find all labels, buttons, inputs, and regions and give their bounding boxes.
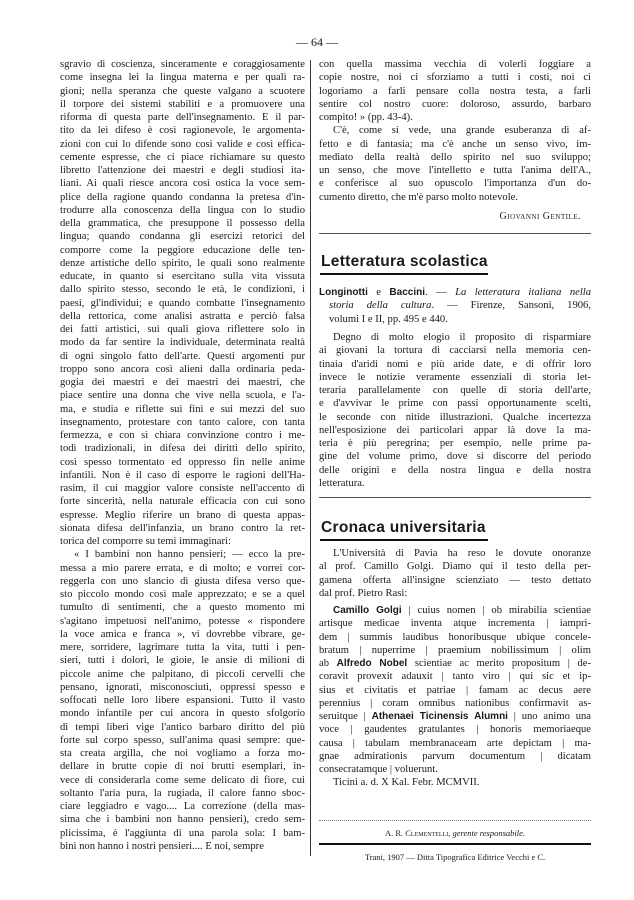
- text-line: piccole anime che palpitano, di piccoli cervelli che: [60, 668, 305, 680]
- text-line: forte sul corpo spesso, sull'anima quasi sempre: que-: [60, 734, 305, 746]
- parchment-inscription: [319, 604, 591, 790]
- text-line: ma, e studia e riflette sui fini e sui mezzi del suo: [60, 403, 305, 415]
- text-line: comporre come la peggiore educazione delle ten-: [60, 244, 305, 256]
- text-line: dei fatti artistici, sui quali giova riflettere solo in: [60, 324, 305, 335]
- review-letteratura: [319, 331, 591, 490]
- text-line: dellare in brutte copie di noi brutti esemplari, in-: [60, 761, 305, 773]
- text-line: educate, in quanto si esercitano sulla vita vissuta: [60, 271, 305, 282]
- review-continuation: [319, 58, 591, 204]
- text-line: e d'avvivar le prime con passi opportunamente scelti,: [319, 398, 591, 410]
- text-line: insegnamento, protestare con tanto calore, con tanta: [60, 416, 305, 428]
- text-line: fermezza, e con sì chiara convinzione contro i me-: [60, 430, 305, 441]
- text-line: « I bambini non hanno pensieri; — ecco la pre-: [74, 549, 305, 561]
- author-name: Baccini: [389, 287, 425, 298]
- text-line: infantili. Non è il caso di esporre le ragioni dell'Ha-: [60, 469, 305, 481]
- text-line: nell'esposizione dei particolari appar là dove la ma-: [319, 424, 591, 436]
- cronaca-paragraph: [319, 547, 591, 600]
- text-line: della rettorica, come analisi astratta e perciò falsa: [60, 310, 305, 322]
- book-entry-line: [319, 299, 591, 312]
- text-line: dem | summis laudibus honoribusque ubique concele-: [319, 631, 591, 643]
- section-divider: [319, 497, 591, 498]
- text-line: tumulto di sentimenti, che a questo momento mi: [60, 602, 305, 614]
- text-line: sto piccolo mondo così male apprezzato; e se a quel: [60, 589, 305, 600]
- publisher: . — Firenze, Sansoni, 1906,: [431, 300, 591, 312]
- text-line: dal prof. Pietro Rasi:: [319, 587, 408, 599]
- text-line: mediato della realtà dello spirito nel suo sviluppo;: [319, 151, 591, 163]
- text-line: todi tradizionali, in difesa dei diritti dello spirito,: [60, 443, 305, 455]
- text-line: gnae admirationis parvum documentum | dicatam: [319, 750, 591, 762]
- text-line: torica del comporre su temi immaginari:: [60, 536, 231, 547]
- text-line: troppo sono ancora così alieni dalla ordinaria peda-: [60, 363, 305, 375]
- text-line: bratum | nuperrime | praemium nobilissimum | olim: [319, 644, 591, 656]
- text-line: rasim, il cui maggior valore consiste nell'accento di: [60, 483, 305, 494]
- responsible-manager: [319, 828, 591, 838]
- text-line: gine del volume primo, dove si discorre del periodo: [319, 451, 591, 463]
- text-line: come insegna lei la lingua materna e per quali ra-: [60, 72, 305, 84]
- text-line: un senso, che move l'intelletto e tutta l'anima dell'A.,: [319, 165, 591, 176]
- text-line: plice della ragione quando condanna la pretesa d'in-: [60, 191, 305, 203]
- text-segment: seruitque |: [319, 711, 372, 722]
- text-line: reggerla con uno slancio di giusta difesa verso que-: [60, 575, 305, 587]
- section-divider: [319, 233, 591, 234]
- text-segment: | cuius nomen | ob mirabilia scientiae: [401, 605, 592, 616]
- text-line: voce | gaudentes gratulantes | honoris memoriaeque: [319, 724, 591, 736]
- text-line: perennius | coram omnibus nationibus confirmavit as-: [319, 697, 591, 709]
- text-segment: scientiae ac merito propositum | de-: [407, 658, 591, 669]
- printer-imprint: Trani, 1907 — Ditta Tipografica Editrice Vecchi e C.: [364, 852, 546, 862]
- text-line: ai giovani la tortura di cacciarsi nella memoria cen-: [319, 345, 591, 357]
- column-divider: [310, 60, 311, 856]
- text-line: consecratamque | voluerunt.: [319, 764, 438, 775]
- text-line: le seconde con nitide illustrazioni. Qualche incertezza: [319, 411, 591, 423]
- text-line: invece le notizie veramente essenziali di storia let-: [319, 371, 591, 383]
- text-line: libretto l'attenzione dei maestri e degli studiosi ita-: [60, 165, 305, 176]
- text-line: artisque medicae inventa atque incrementa | iampri-: [319, 618, 591, 630]
- text-line: gioni; nella speranza che queste valgano a scuotere: [60, 85, 305, 97]
- text-line: Ticini a. d. X Kal. Febr. MCMVII.: [333, 777, 480, 789]
- text-line: fetto e di fantasia; ma c'è anche un senso vivo, im-: [319, 138, 591, 150]
- text-line: plicissima, è l'aggiunta di una parola sola: I bam-: [60, 827, 305, 839]
- text-line: con quella massima vecchia di volerli foggiare a: [319, 59, 591, 70]
- book-title: La letteratura italiana nella: [455, 287, 592, 298]
- text-line: gogia dei maestri e dei maestri dei maestri, che: [60, 377, 305, 388]
- text-line: mere, sorridere, lagrimare tutta la vita, tutti i pen-: [60, 642, 305, 653]
- book-entry-line: [319, 286, 591, 299]
- text-line: teraria parallelamente con quelle di storia dell'arte,: [319, 385, 591, 396]
- text-line: così spesso tormentato ed oppresso fin nelle anime: [60, 456, 305, 468]
- text-line: piace sentire una donna che vive nella scuola, e l'a-: [60, 390, 305, 402]
- book-entry: [319, 286, 591, 326]
- text-line: gamena offerta all'insigne scienziato — testo dettato: [319, 574, 591, 586]
- text-line: Degno di molto elogio il proposito di risparmiare: [333, 332, 591, 343]
- text-line: C'è, come si vede, una grande esuberanza di af-: [333, 125, 591, 137]
- signature: Giovanni Gentile.: [499, 211, 581, 222]
- text-line: di tempi liberi vige l'antico barbaro diritto del più: [60, 721, 305, 733]
- book-volumes: volumi I e II, pp. 495 e 440.: [329, 313, 448, 325]
- text-line: sius et civitatis et patriae | famam ac decus aere: [319, 684, 591, 696]
- text-line: L'Università di Pavia ha reso le dovute onoranze: [333, 548, 591, 559]
- author-name: Longinotti: [319, 287, 368, 298]
- text-segment: | uno animo una: [507, 711, 592, 722]
- text-segment: ab: [319, 658, 337, 669]
- text-line: sionata difesa dell'infanzia, un brano contro la ret-: [60, 522, 305, 534]
- text-line: liani. Ai quali riesce ancora così ostica la voce sem-: [60, 178, 305, 190]
- text-line: sta creata argilla, che noi vogliamo a forza mo-: [60, 748, 305, 759]
- text-line: cemente espresse, che ci piace richiamare su questo: [60, 151, 305, 163]
- conjunction: e: [367, 287, 390, 298]
- left-column-text: [60, 58, 305, 853]
- text-line: [319, 657, 591, 670]
- heading-underline: [320, 273, 488, 275]
- text-line: [319, 604, 591, 617]
- text-line: cumento diretto, che m'è parso molto notevole.: [319, 191, 519, 203]
- text-line: denze artistiche dello spirito, le quali sono realmente: [60, 257, 305, 269]
- text-line: espresse. Meglio riferire un brano di questa appas-: [60, 509, 305, 521]
- text-line: messa a mio parere errata, e di molto; e vorrei cor-: [60, 562, 305, 574]
- text-line: paesi, gl'individui; e quando combatte l'insegnamento: [60, 297, 305, 309]
- heading-cronaca-universitaria: Cronaca universitaria: [321, 519, 486, 536]
- text-line: ciare leggiadro e vago.... La correzione (della mas-: [60, 801, 305, 812]
- text-line: il torpore dei sistemi stabiliti e a promuovere una: [60, 98, 305, 110]
- text-line: e conferisce al suo opuscolo l'importanza d'un do-: [319, 178, 591, 190]
- bold-name: Athenaei Ticinensis Alumni: [371, 711, 508, 722]
- bold-name: Alfredo Nobel: [336, 658, 408, 669]
- text-line: coravit provexit adauxit | tanto viro | qui sic et ip-: [319, 671, 591, 683]
- text-line: di ogni singolo fatto dell'arte. Questi argomenti pur: [60, 350, 305, 362]
- text-line: riforma di questa parte dell'insegnamento. E il par-: [60, 112, 305, 123]
- text-line: soffocati nelle loro libere espansioni. Tutto il vasto: [60, 695, 305, 706]
- text-line: tito da lei difeso è così ragionevole, le argomenta-: [60, 125, 305, 137]
- text-line: sentire col nostro cuore: doloroso, assurdo, barbaro: [319, 98, 591, 110]
- text-line: dallo spirito stesso, secondo le età, le condizioni, i: [60, 284, 305, 296]
- text-line: teria è più peregrina; per esempio, nelle prime pa-: [319, 438, 591, 449]
- text-line: [319, 710, 591, 723]
- text-line: pensano, ignorati, misconosciuti, oppressi spesso e: [60, 681, 305, 693]
- text-line: la voce amica e franca », vi dovrebbe vibrare, ge-: [60, 628, 305, 640]
- text-line: logoriamo a farli pensare colla nostra testa, a farli: [319, 85, 591, 97]
- manager-role: , gerente responsabile.: [448, 828, 526, 838]
- footer-rule: [319, 843, 591, 845]
- text-line: soltanto l'aria pura, la rugiada, il calore fanno sboc-: [60, 787, 305, 799]
- bold-name: Camillo Golgi: [333, 605, 402, 616]
- text-line: trodurre alla conoscenza della lingua con lo studio: [60, 204, 305, 216]
- text-line: zioni con cui lo difende sono così valide e così effica-: [60, 138, 305, 150]
- book-title: storia della cultura: [329, 300, 432, 312]
- text-line: modo da far sentire la individuale, determinata realtà: [60, 337, 305, 349]
- text-line: letteratura.: [319, 477, 365, 489]
- text-line: sieri, tutti i dolori, le gioie, le ansie di milioni di: [60, 655, 305, 667]
- text-line: al prof. Camillo Golgi. Diamo qui il testo della per-: [319, 561, 591, 573]
- text-line: mondo infantile per cui ancora in questo sfolgorio: [60, 708, 305, 720]
- heading-letteratura-scolastica: Letteratura scolastica: [321, 253, 488, 270]
- text-line: forte sincerità, nella naturale efficacia con cui sono: [60, 496, 305, 508]
- text-line: tinaia d'aridi nomi e più aride date, e di offrir loro: [319, 358, 591, 370]
- text-line: vece di considerarla come seme delicato di fiore, cui: [60, 774, 305, 786]
- text-line: sgravio di coscienza, sinceramente e coraggiosamente: [60, 59, 305, 70]
- separator: . —: [425, 287, 456, 298]
- footer-divider: [319, 820, 591, 821]
- text-line: bini non hanno i nostri pensieri.... E noi, sempre: [60, 840, 264, 852]
- text-line: compito! » (pp. 43-4).: [319, 112, 413, 123]
- text-line: sima che i bambini non hanno pensieri), credo sem-: [60, 814, 305, 826]
- text-line: lingua; quando condanna gli esercizi retorici del: [60, 231, 305, 243]
- manager-name: A. R. Clementelli: [384, 828, 449, 838]
- text-line: causa | tabulam membranaceam arte depictam | ma-: [319, 737, 591, 749]
- text-line: della grammatica, che presuppone il possesso della: [60, 218, 305, 229]
- text-line: delle origini e della nostra lingua e della nostra: [319, 464, 591, 476]
- page-number: — 64 —: [296, 35, 338, 49]
- heading-underline: [320, 539, 488, 541]
- text-line: s'agitano impetuosi nell'animo, potesse « rispondere: [60, 615, 305, 627]
- text-line: copie nostre, noi ci sforziamo a tutti i costi, noi ci: [319, 72, 591, 84]
